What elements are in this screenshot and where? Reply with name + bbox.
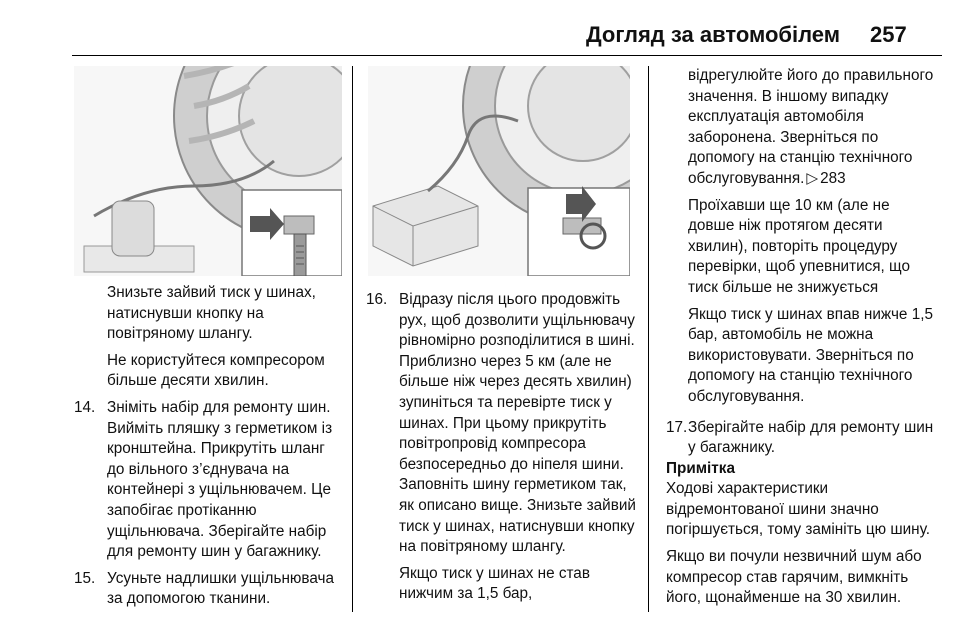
paragraph-reduce-pressure: Знизьте зайвий тиск у шинах, натиснувши кнопку на повітряному шлангу. bbox=[107, 284, 316, 343]
column-2-text bbox=[366, 290, 638, 605]
page-number: 257 bbox=[870, 22, 907, 47]
list-number: 16. bbox=[366, 291, 388, 308]
list-item-text: Усуньте надлишки ущільнювача за допомогою тканини. bbox=[107, 569, 334, 608]
list-item-14 bbox=[74, 398, 346, 563]
list-item-text: Зберігайте набір для ремонту шин у багажнику. bbox=[688, 418, 934, 457]
paragraph-repeat-check: Проїхавши ще 10 км (але не довше ніж протягом десяти хвилин), повторіть процедуру перевірки, щоб упевнитися, що тиск більше не знижується bbox=[688, 196, 910, 296]
column-1-text bbox=[74, 283, 346, 610]
list-number: 14. bbox=[74, 398, 96, 416]
paragraph-pressure-check: Якщо тиск у шинах не став нижчим за 1,5 бар, bbox=[399, 564, 590, 603]
list-item-16 bbox=[366, 290, 638, 558]
header-rule bbox=[72, 55, 942, 56]
column-divider-2 bbox=[648, 66, 649, 612]
paragraph-adjust-pressure bbox=[666, 66, 936, 190]
list-number: 15. bbox=[74, 569, 96, 587]
list-number: 17. bbox=[666, 418, 688, 436]
list-item-text: Зніміть набір для ремонту шин. Вийміть пляшку з герметиком із кронштейна. Прикрутіть шланг до вільного з’єднувача на контейнері з ущільнювачем. Це запобігає протіканню ущільнювача. Зберігайте набір для ремонту шин у багажнику. bbox=[107, 398, 333, 561]
column-3-text bbox=[666, 66, 936, 609]
paragraph-low-pressure: Якщо тиск у шинах впав нижче 1,5 бар, автомобіль не можна використовувати. Звернiться по допомогу на станцію технічного обслуговування. bbox=[688, 305, 933, 405]
illustration-compressor-valve bbox=[368, 66, 630, 276]
list-item-15 bbox=[74, 569, 346, 610]
tyre-valve-drawing bbox=[74, 66, 342, 276]
paragraph-adjust-pressure-text: відрегулюйте його до правильного значення. В іншому випадку експлуатація автомобіля заборонена. Звернiться по допомогу на станцію технічного обслуговування. bbox=[688, 67, 934, 187]
note-title: Примітка bbox=[666, 459, 735, 477]
compressor-valve-drawing bbox=[368, 66, 630, 276]
column-divider-1 bbox=[352, 66, 353, 612]
note-paragraph-1: Ходові характеристики відремонтованої шини значно погіршується, тому замініть цю шину. bbox=[666, 480, 930, 539]
page-reference[interactable]: 283 bbox=[820, 169, 846, 187]
list-item-text: Відразу після цього продовжіть рух, щоб дозволити ущільнювачу рівномірно розподілитися в шині. Приблизно через 5 км (але не більше ніж через десять хвилин) зупиніться та перевірте тиск у шинах. При цьому прикрутіть повітропровід компресора безпосередньо до ніпеля шини. Заповніть шину герметиком так, як описано вище. Знизьте зайвий тиск у шинах, натиснувши кнопку на повітряному шлангу. bbox=[399, 291, 636, 556]
note-paragraph-2: Якщо ви почули незвичний шум або компресор став гарячим, вимкніть його, щонайменше на 30 хвилин. bbox=[666, 548, 922, 607]
illustration-tyre-valve bbox=[74, 66, 342, 276]
paragraph-compressor-limit: Не користуйтеся компресором більше десяти хвилин. bbox=[107, 351, 325, 390]
reference-triangle-icon: ▷ bbox=[806, 169, 819, 187]
list-item-17 bbox=[666, 418, 936, 459]
page-header-title: Догляд за автомобілем bbox=[585, 22, 840, 47]
